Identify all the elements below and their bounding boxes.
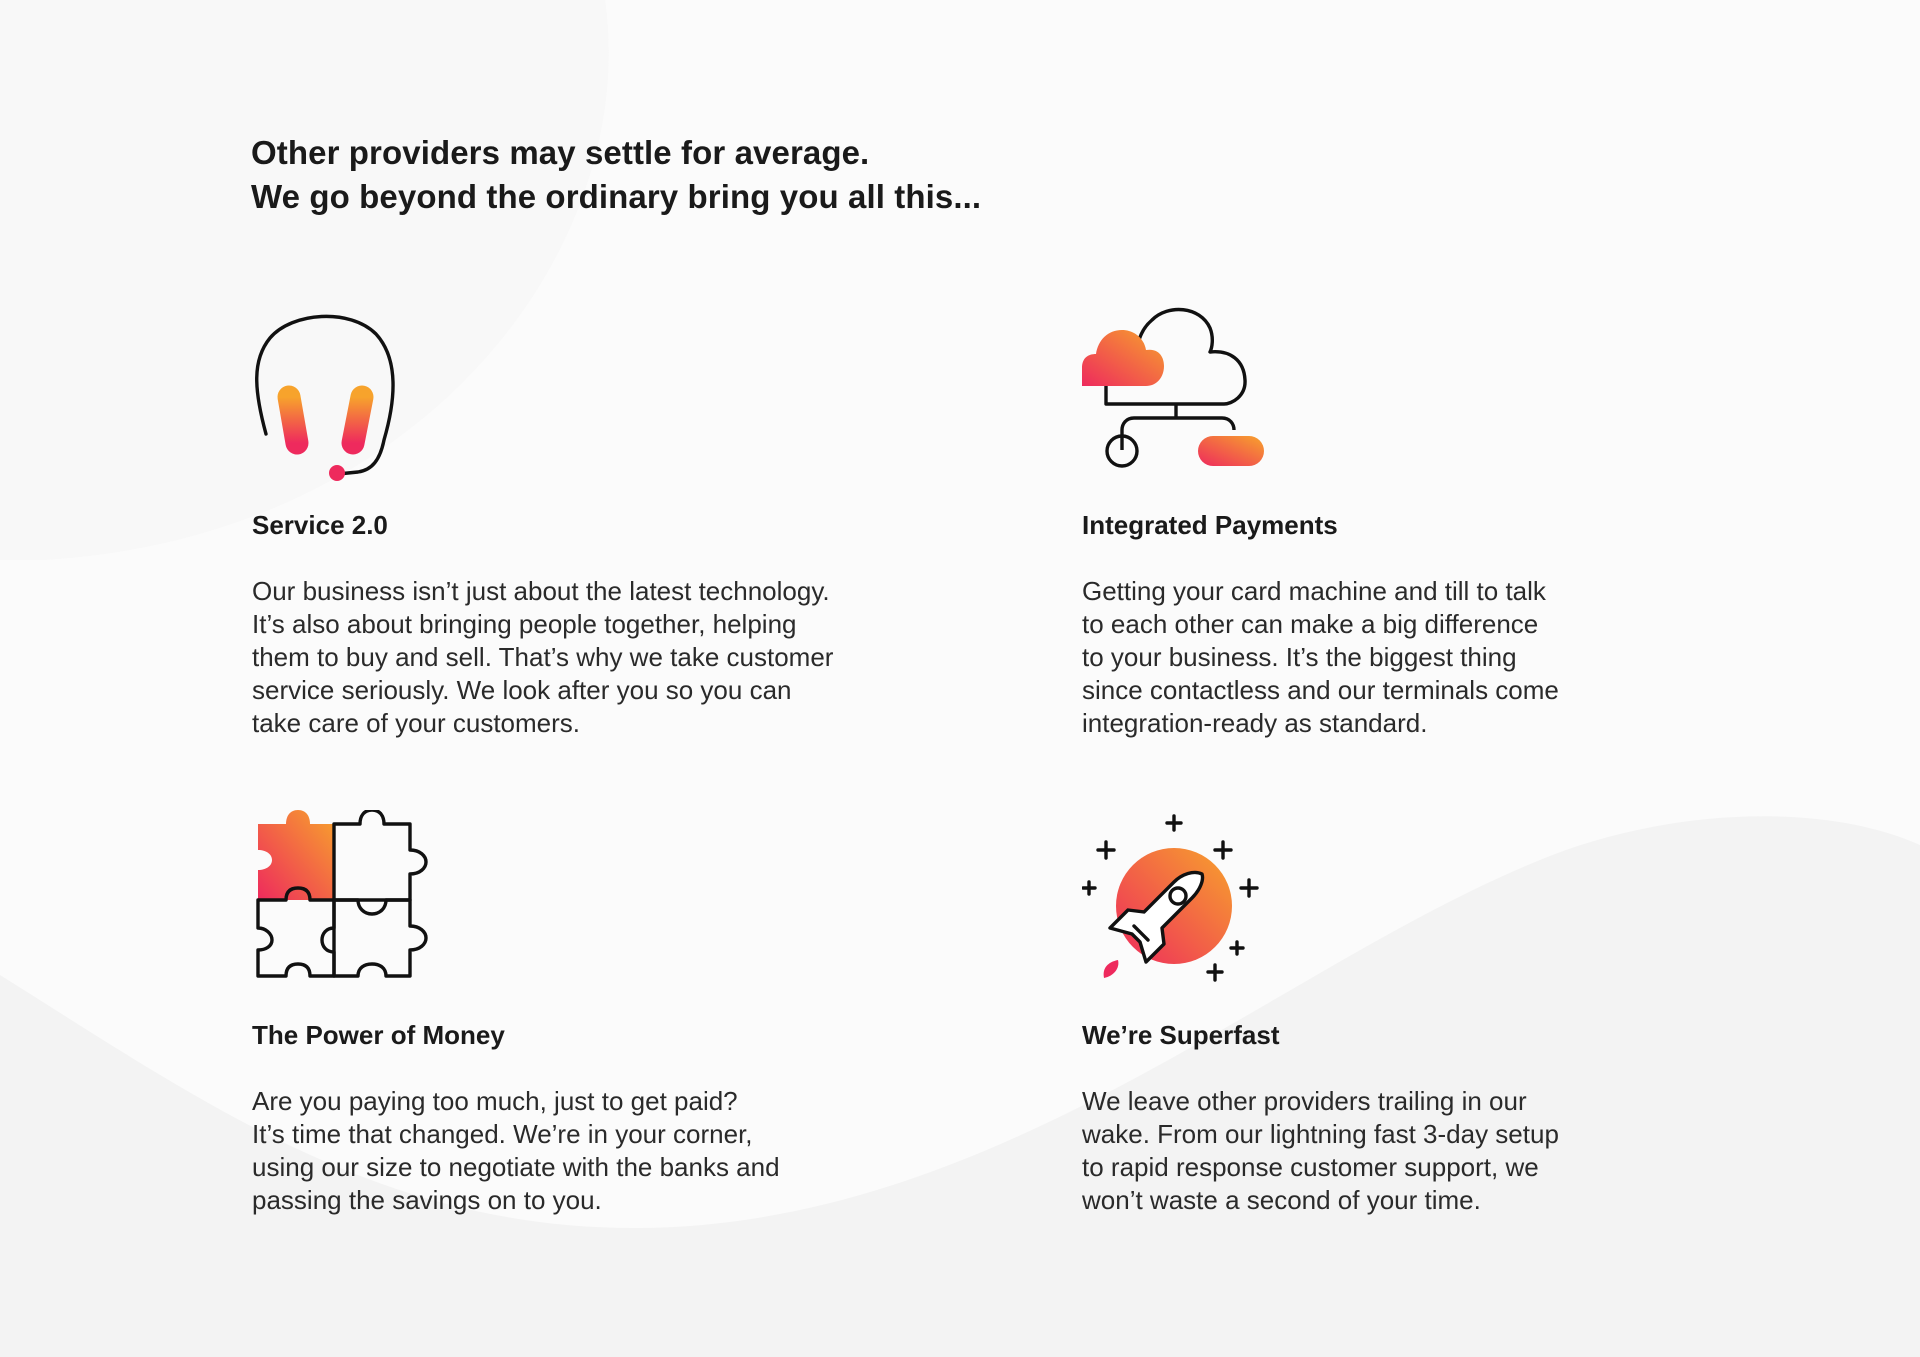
feature-description: We leave other providers trailing in our wake. From our lightning fast 3-day setup to rapid response customer support, we won’t waste a second of your time. (1082, 1086, 1559, 1215)
rocket-icon (1082, 810, 1262, 990)
headline-line-2: We go beyond the ordinary bring you all this... (251, 178, 982, 215)
headline (251, 131, 981, 219)
feature-description: Are you paying too much, just to get paid? It’s time that changed. We’re in your corner, using our size to negotiate with the banks and passing the savings on to you. (252, 1086, 780, 1215)
headline-line-1: Other providers may settle for average. (251, 134, 870, 171)
feature-description: Getting your card machine and till to talk to each other can make a big difference to your business. It’s the biggest thing since contactless and our terminals come integration-ready as standard. (1082, 576, 1559, 738)
cloud-network-icon (1082, 300, 1272, 480)
feature-title: Service 2.0 (252, 510, 388, 540)
feature-description: Our business isn’t just about the latest technology. It’s also about bringing people together, helping them to buy and sell. That’s why we take customer service seriously. We look after you so you can take care of your customers. (252, 576, 834, 738)
headset-icon (252, 300, 412, 490)
feature-title: We’re Superfast (1082, 1020, 1280, 1050)
puzzle-icon (252, 810, 432, 990)
feature-title: The Power of Money (252, 1020, 505, 1050)
feature-title: Integrated Payments (1082, 510, 1338, 540)
